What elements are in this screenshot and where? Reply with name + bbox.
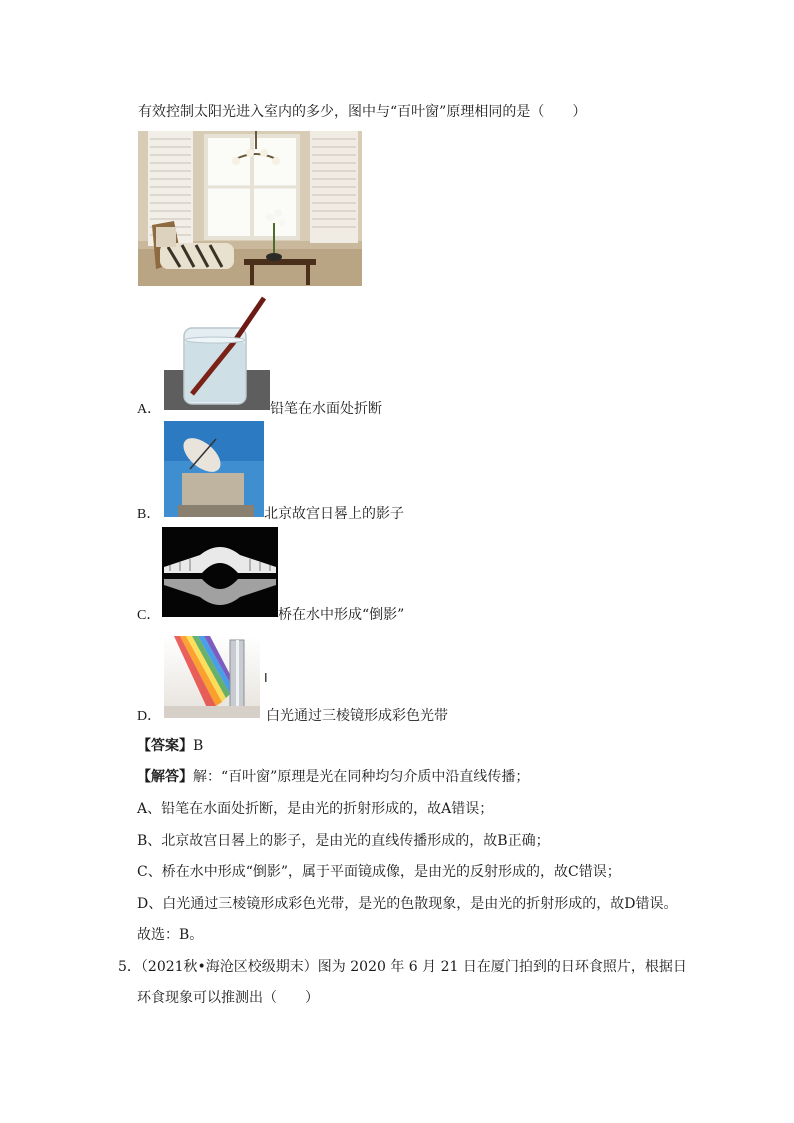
analysis-line-d: D、白光通过三棱镜形成彩色光带，是光的色散现象，是由光的折射形成的，故D错误。 bbox=[137, 896, 678, 912]
prism-rainbow-image bbox=[164, 636, 260, 718]
analysis-line-c: C、桥在水中形成“倒影”，属于平面镜成像，是由光的反射形成的，故C错误； bbox=[137, 864, 621, 880]
option-c-letter: C． bbox=[137, 608, 161, 623]
option-b-letter: B． bbox=[137, 507, 161, 522]
option-d-letter: D． bbox=[137, 709, 162, 724]
question-intro: 有效控制太阳光进入室内的多少，图中与“百叶窗”原理相同的是（ ） bbox=[138, 104, 587, 120]
analysis-choice: 故选：B。 bbox=[137, 927, 204, 943]
next-question-number: 5． bbox=[118, 959, 141, 975]
option-d bbox=[137, 707, 161, 726]
next-question-line2: 环食现象可以推测出（ ） bbox=[137, 990, 319, 1006]
bridge-reflection-image bbox=[162, 527, 278, 617]
answer-value: B bbox=[193, 738, 204, 754]
answer-label: 【答案】 bbox=[137, 738, 193, 754]
option-c-text: 桥在水中形成“倒影” bbox=[278, 607, 405, 623]
option-b bbox=[137, 505, 160, 524]
option-c bbox=[137, 606, 160, 625]
analysis-line-b: B、北京故宫日晷上的影子，是由光的直线传播形成的，故B正确； bbox=[137, 833, 550, 849]
pencil-in-water-image bbox=[164, 296, 270, 410]
sundial-image bbox=[164, 421, 264, 517]
analysis-lead: 解：“百叶窗”原理是光在同种均匀介质中沿直线传播； bbox=[193, 769, 530, 785]
option-a-text: 铅笔在水面处折断 bbox=[270, 401, 382, 417]
option-a-letter: A． bbox=[137, 402, 162, 417]
analysis-label: 【解答】 bbox=[137, 769, 193, 785]
option-b-text: 北京故宫日晷上的影子 bbox=[264, 506, 404, 522]
blinds-room-image bbox=[138, 131, 362, 286]
analysis-lead-line bbox=[137, 768, 529, 786]
answer-line bbox=[137, 737, 203, 755]
next-question-line1 bbox=[118, 958, 687, 976]
option-d-text: 白光通过三棱镜形成彩色光带 bbox=[266, 708, 448, 724]
stray-mark: I bbox=[264, 670, 268, 685]
analysis-line-a: A、铅笔在水面处折断，是由光的折射形成的，故A错误； bbox=[137, 801, 494, 817]
next-question-text-1: （2021秋•海沧区校级期末）图为 2020 年 6 月 21 日在厦门拍到的日环食照片，根据日 bbox=[140, 959, 687, 975]
option-a bbox=[137, 400, 161, 419]
